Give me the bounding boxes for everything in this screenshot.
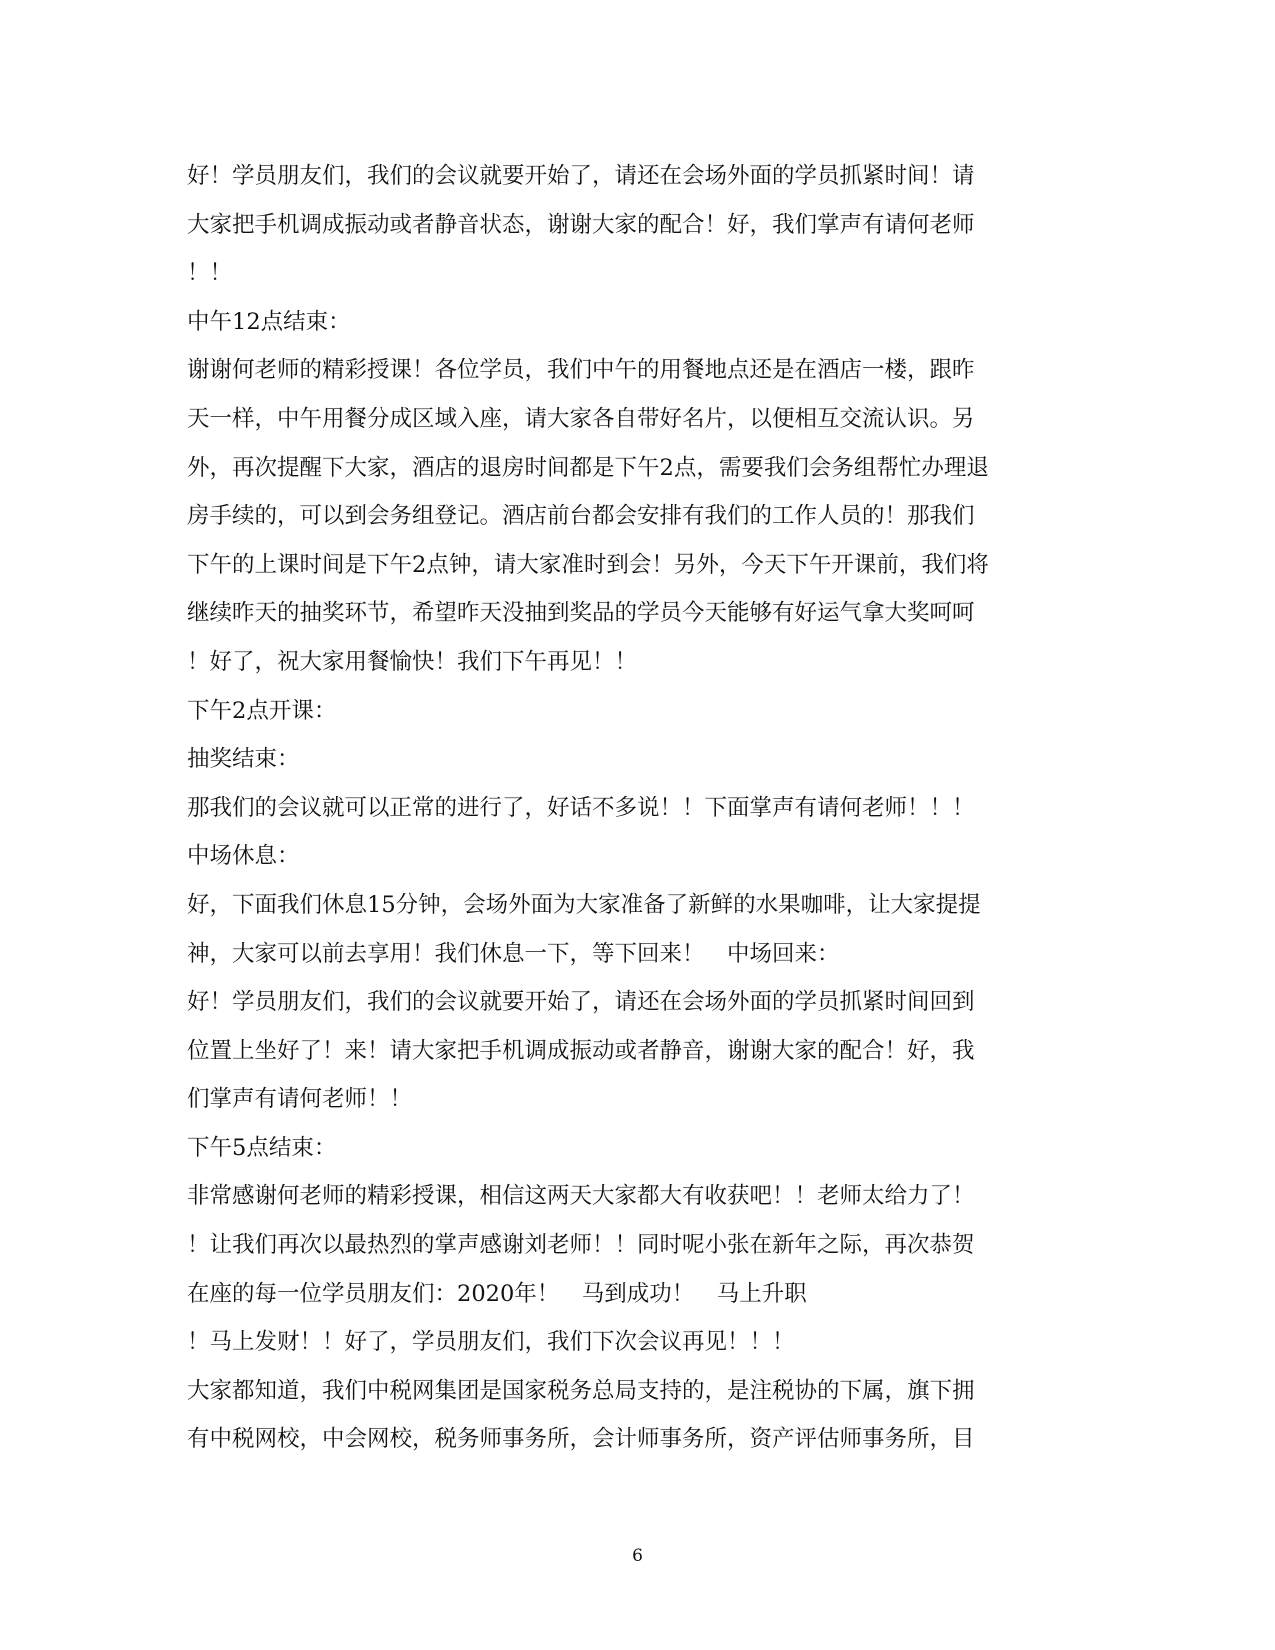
text-line: 外，再次提醒下大家，酒店的退房时间都是下午2点，需要我们会务组帮忙办理退: [187, 454, 989, 481]
section-heading: 抽奖结束：: [187, 746, 300, 773]
text-line: 大家都知道，我们中税网集团是国家税务总局支持的，是注税协的下属，旗下拥: [187, 1377, 975, 1404]
text-line: 房手续的，可以到会务组登记。酒店前台都会安排有我们的工作人员的！那我们: [187, 503, 975, 530]
section-heading: 中场休息：: [187, 843, 300, 870]
text-line: ！好了，祝大家用餐愉快！我们下午再见！！: [187, 648, 638, 675]
text-line: 下午的上课时间是下午2点钟，请大家准时到会！另外，今天下午开课前，我们将: [187, 551, 989, 578]
text-line: 位置上坐好了！来！请大家把手机调成振动或者静音，谢谢大家的配合！好，我: [187, 1037, 975, 1064]
text-line: 们掌声有请何老师！！: [187, 1086, 413, 1113]
text-line: 那我们的会议就可以正常的进行了，好话不多说！！下面掌声有请何老师！！！: [187, 794, 975, 821]
text-line: ！让我们再次以最热烈的掌声感谢刘老师！！同时呢小张在新年之际，再次恭贺: [187, 1232, 975, 1259]
text-line: 在座的每一位学员朋友们：2020年！ 马到成功！ 马上升职: [187, 1280, 807, 1307]
text-line: 谢谢何老师的精彩授课！各位学员，我们中午的用餐地点还是在酒店一楼，跟昨: [187, 357, 975, 384]
page-number: 6: [632, 1546, 643, 1566]
section-heading: 中午12点结束：: [187, 308, 351, 335]
text-line: ！马上发财！！好了，学员朋友们，我们下次会议再见！！！: [187, 1329, 795, 1356]
text-line: 有中税网校，中会网校，税务师事务所，会计师事务所，资产评估师事务所，目: [187, 1426, 975, 1453]
text-line: 天一样，中午用餐分成区域入座，请大家各自带好名片，以便相互交流认识。另: [187, 405, 975, 432]
text-line: 好！学员朋友们，我们的会议就要开始了，请还在会场外面的学员抓紧时间回到: [187, 989, 975, 1016]
section-heading: 下午2点开课：: [187, 697, 337, 724]
document-body: [187, 152, 1067, 1464]
text-line: 继续昨天的抽奖环节，希望昨天没抽到奖品的学员今天能够有好运气拿大奖呵呵: [187, 600, 975, 627]
text-line: 非常感谢何老师的精彩授课，相信这两天大家都大有收获吧！！老师太给力了！: [187, 1183, 975, 1210]
text-line: 神，大家可以前去享用！我们休息一下，等下回来！ 中场回来：: [187, 940, 840, 967]
text-line: ！！: [187, 260, 233, 287]
text-line: 好，下面我们休息15分钟，会场外面为大家准备了新鲜的水果咖啡，让大家提提: [187, 891, 981, 918]
section-heading: 下午5点结束：: [187, 1134, 337, 1161]
text-line: 大家把手机调成振动或者静音状态，谢谢大家的配合！好，我们掌声有请何老师: [187, 211, 975, 238]
text-line: 好！学员朋友们，我们的会议就要开始了，请还在会场外面的学员抓紧时间！请: [187, 163, 975, 189]
